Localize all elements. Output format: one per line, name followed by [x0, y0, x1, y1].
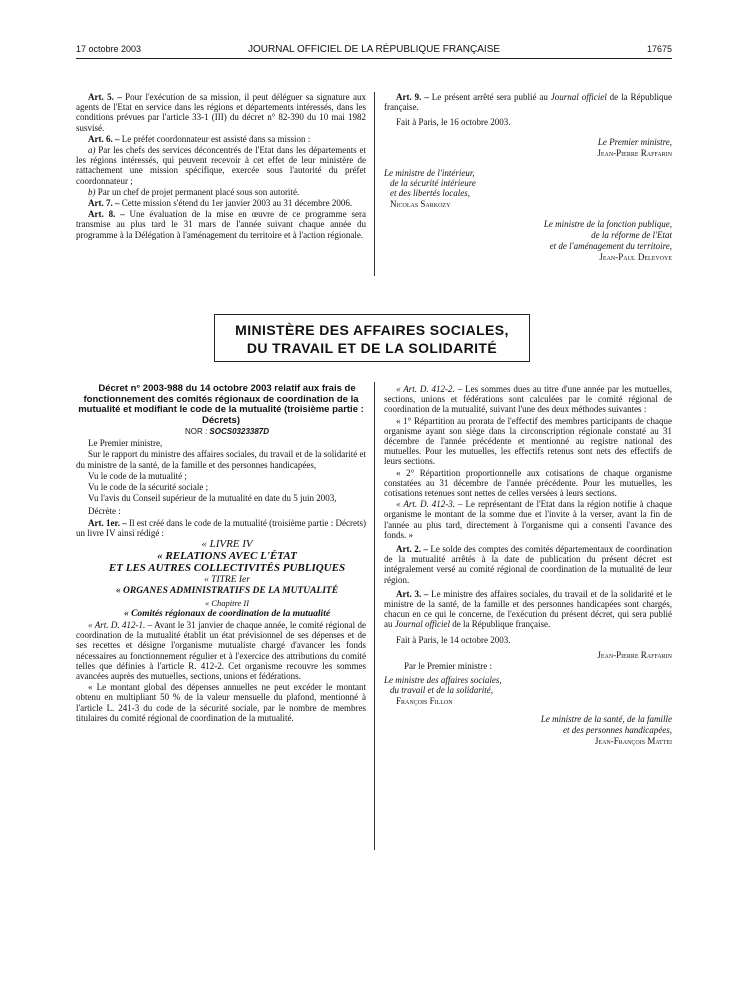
- organes-heading: « ORGANES ADMINISTRATIFS DE LA MUTUALITÉ: [115, 586, 339, 597]
- top-column-divider: [374, 92, 375, 276]
- article-7: Art. 7. – Cette mission s'étend du 1er janvier 2003 au 31 décembre 2006.: [88, 198, 353, 209]
- article-1: Art. 1er. – Il est créé dans le code de la mutualité (troisième partie : Décrets) un livre IV ainsi rédigé :: [76, 517, 366, 538]
- signature-sante: Le ministre de la santé, de la famille et des personnes handicapées, Jean-François Mattei: [540, 713, 672, 747]
- article-d-412-2: « Art. D. 412-2. – Les sommes dues au titre d'une année par les mutuelles, sections, unions et fédérations sont calculées par le comité régional de coordination de la mutualité, suivant l'une des deux méthodes suivantes :: [384, 384, 672, 415]
- article-8: Art. 8. – Une évaluation de la mise en œuvre de ce programme sera transmise au plus tard le 31 mars de l'année suivant chaque année du programme à la Délégation à l'aménagement du territoire et à l'action régionale.: [76, 209, 366, 240]
- repartition-2: « 2° Répartition proportionnelle aux cotisations de chaque organisme constatées au 31 décembre de l'année précédente. Pour les mutuelles, les cotisations retenues sont nettes de celles versées à leurs sections.: [384, 467, 672, 499]
- decrete: Décrète :: [88, 506, 121, 517]
- relations-heading-1: « RELATIONS AVEC L'ÉTAT: [157, 550, 297, 563]
- vu-2: Vu le code de la sécurité sociale ;: [88, 482, 209, 493]
- header-rule: [76, 58, 672, 59]
- article-6-b: b) Par un chef de projet permanent placé sous son autorité.: [88, 186, 300, 197]
- ministry-heading-box: [214, 314, 530, 362]
- signature-fonction-publique: Le ministre de la fonction publique, de la réforme de l'Etat et de l'aménagement du territoire, Jean-Paul Delevoye: [543, 218, 672, 263]
- article-5: Art. 5. – Pour l'exécution de sa mission, il peut déléguer sa signature aux agents de l'Etat en service dans les régions et départements intéressés, dans les conditions prévues par l'article 33-1 (III) du décret n° 82-390 du 10 mai 1982 susvisé.: [76, 92, 366, 133]
- top-left-column: [76, 92, 366, 241]
- bottom-left-column: [76, 384, 366, 724]
- decree-title: Décret n° 2003-988 du 14 octobre 2003 relatif aux frais de fonctionnement des comités régionaux de coordination de la mutualité et modifiant le code de la mutualité (troisième partie : Décrets): [78, 383, 364, 426]
- decree-nor: NOR : SOCS0323387D: [184, 427, 270, 436]
- article-9: Art. 9. – Le présent arrêté sera publié au Journal officiel de la République française.: [384, 92, 672, 113]
- bottom-column-divider: [374, 382, 375, 850]
- article-6-a: a) Par les chefs des services déconcentrés de l'Etat dans les départements et les régions intéressés, qui peuvent recevoir à cet effet de leur ministère de rattachement une mission spécifique, exercée sous l'autorité du préfet coordonnateur ;: [76, 145, 366, 186]
- header-page-number: 17675: [646, 44, 672, 54]
- header-journal-title: JOURNAL OFFICIEL DE LA RÉPUBLIQUE FRANÇAISE: [247, 44, 501, 55]
- premier-ministre: Le Premier ministre,: [88, 438, 163, 449]
- comites-heading: « Comités régionaux de coordination de la mutualité: [123, 608, 331, 619]
- vu-1: Vu le code de la mutualité ;: [88, 470, 187, 481]
- chapitre-heading: « Chapitre II: [204, 597, 250, 608]
- signature-interieur: Le ministre de l'intérieur, de la sécurité intérieure et des libertés locales, Nicolas Sarkozy: [384, 168, 476, 209]
- article-2: Art. 2. – Le solde des comptes des comités départementaux de coordination de la mutualité arrêtés à la date de publication du présent décret est intégralement versé au comité régional de coordination de la mutualité de leur région.: [384, 544, 672, 585]
- article-6: Art. 6. – Le préfet coordonnateur est assisté dans sa mission :: [88, 133, 311, 144]
- livre-heading: « LIVRE IV: [201, 538, 253, 551]
- repartition-1: « 1° Répartition au prorata de l'effectif des membres participants de chaque organisme ayant son siège dans la circonscription régionale constaté au 31 décembre de l'année précédente et mentionné au registre national des mutuelles. Pour les mutuelles, les effectifs retenus sont nets des effectifs de leurs sections.: [384, 415, 672, 467]
- article-3: Art. 3. – Le ministre des affaires sociales, du travail et de la solidarité et le ministre de la santé, de la famille et des personnes handicapées sont chargés, chacun en ce qui le concerne, de l'exécution du présent décret, qui sera publié au Journal officiel de la République française.: [384, 588, 673, 630]
- titre-heading: « TITRE Ier: [204, 575, 250, 586]
- signature-affaires-sociales: Le ministre des affaires sociales, du travail et de la solidarité, François Fillon: [384, 675, 502, 706]
- par-le-premier-ministre: Par le Premier ministre :: [404, 661, 492, 672]
- article-d-412-3: « Art. D. 412-3. – Le représentant de l'Etat dans la région notifie à chaque organisme le montant de la somme due et l'invite à la verser, avant la fin de l'année au plus tard, directement à l'organisme qui a consenti l'avance des fonds. »: [384, 499, 672, 540]
- top-right-column: [384, 92, 672, 264]
- relations-heading-2: ET LES AUTRES COLLECTIVITÉS PUBLIQUES: [108, 562, 346, 575]
- decree-fait-a-paris: Fait à Paris, le 14 octobre 2003.: [396, 634, 511, 645]
- signature-premier-ministre: Le Premier ministre, Jean-Pierre Raffarin: [597, 136, 672, 158]
- fait-a-paris: Fait à Paris, le 16 octobre 2003.: [396, 117, 511, 128]
- rapport: Sur le rapport du ministre des affaires sociales, du travail et de la solidarité et du ministre de la santé, de la famille et des personnes handicapées,: [76, 449, 366, 470]
- decree-pm-name: Jean-Pierre Raffarin: [597, 649, 672, 660]
- vu-3: Vu l'avis du Conseil supérieur de la mutualité en date du 5 juin 2003,: [88, 493, 337, 504]
- ministry-line-2: DU TRAVAIL ET DE LA SOLIDARITÉ: [246, 340, 498, 356]
- page-header: [76, 44, 672, 58]
- montant-global: « Le montant global des dépenses annuelles ne peut excéder le montant obtenu en multipliant 50 % de la valeur mensuelle du plafond, mentionné à l'article L. 241-3 du code de la sécurité sociale, par le nombre de membres titulaires du comité régional de coordination de la mutualité.: [76, 682, 366, 723]
- ministry-line-1: MINISTÈRE DES AFFAIRES SOCIALES,: [235, 322, 509, 338]
- bottom-right-column: [384, 384, 672, 748]
- header-date: 17 octobre 2003: [76, 44, 142, 54]
- article-d-412-1: « Art. D. 412-1. – Avant le 31 janvier de chaque année, le comité régional de coordination de la mutualité établit un état prévisionnel de ses dépenses et de ses recettes et désigne l'organisme mutualiste chargé d'avancer les fonds nécessaires au fonctionnement régulier et à l'exercice des attributions du comité telles que définies à l'article R. 412-2. Cet organisme recouvre les sommes avancées auprès des mutuelles, sections, unions et fédérations.: [76, 620, 366, 682]
